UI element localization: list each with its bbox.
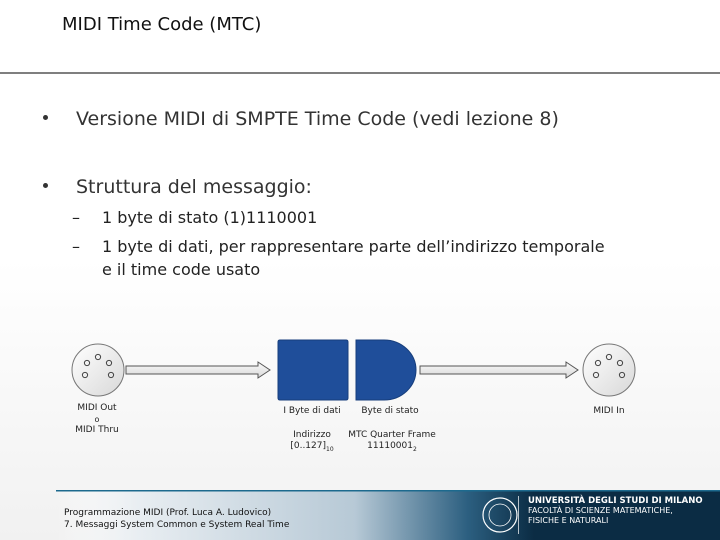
sub-item [72, 235, 605, 281]
midi-in-label: MIDI In [593, 406, 625, 416]
arrow-icon [420, 362, 578, 378]
faculty-line: FACOLTÀ DI SCIENZE MATEMATICHE, [528, 506, 673, 515]
sub-item [72, 206, 318, 229]
footer-course [64, 507, 289, 531]
mtc-title: MTC Quarter Frame [348, 430, 436, 440]
slide-background [0, 72, 720, 540]
sub-item-text: 1 byte di dati, per rappresentare parte dell’indirizzo temporale [102, 237, 605, 256]
bullet-item [76, 176, 312, 198]
footer-line: Programmazione MIDI (Prof. Luca A. Ludovico) [64, 508, 272, 518]
data-byte-label: I Byte di dati [283, 406, 341, 416]
label-line: MIDI Out [77, 403, 117, 413]
address-label [274, 430, 350, 455]
midi-in-connector-icon [583, 344, 635, 396]
dash-icon: – [72, 208, 80, 227]
data-byte-shape [278, 340, 348, 400]
slide-title: MIDI Time Code (MTC) [62, 14, 262, 35]
bullet-item [76, 108, 559, 130]
dash-icon: – [72, 237, 80, 256]
footer-line: 7. Messaggi System Common e System Real Time [64, 520, 290, 530]
mtc-value: $11110001_2$ [367, 441, 417, 453]
label-line: o [94, 415, 100, 424]
address-title: Indirizzo [293, 430, 331, 440]
mtc-label [342, 430, 442, 455]
faculty-line: FISICHE E NATURALI [528, 516, 609, 525]
university-name [528, 496, 703, 526]
university-line: UNIVERSITÀ DEGLI STUDI DI MILANO [528, 496, 703, 506]
bullet-text: Struttura del messaggio: [76, 176, 312, 198]
bullet-dot-icon [43, 183, 48, 188]
address-range: $[0..127]_{10}$ [290, 441, 334, 453]
label-line: MIDI Thru [75, 425, 119, 435]
midi-out-connector-icon [72, 344, 124, 396]
status-byte-label: Byte di stato [361, 406, 419, 416]
arrow-icon [126, 362, 270, 378]
midi-out-label [62, 403, 132, 436]
title-divider [0, 72, 720, 74]
sub-item-text: 1 byte di stato (1)1110001 [102, 208, 318, 227]
bullet-dot-icon [43, 115, 48, 120]
status-byte-shape [356, 340, 416, 400]
bullet-text: Versione MIDI di SMPTE Time Code (vedi lezione 8) [76, 108, 559, 130]
sub-item-text-cont: e il time code usato [102, 260, 261, 279]
